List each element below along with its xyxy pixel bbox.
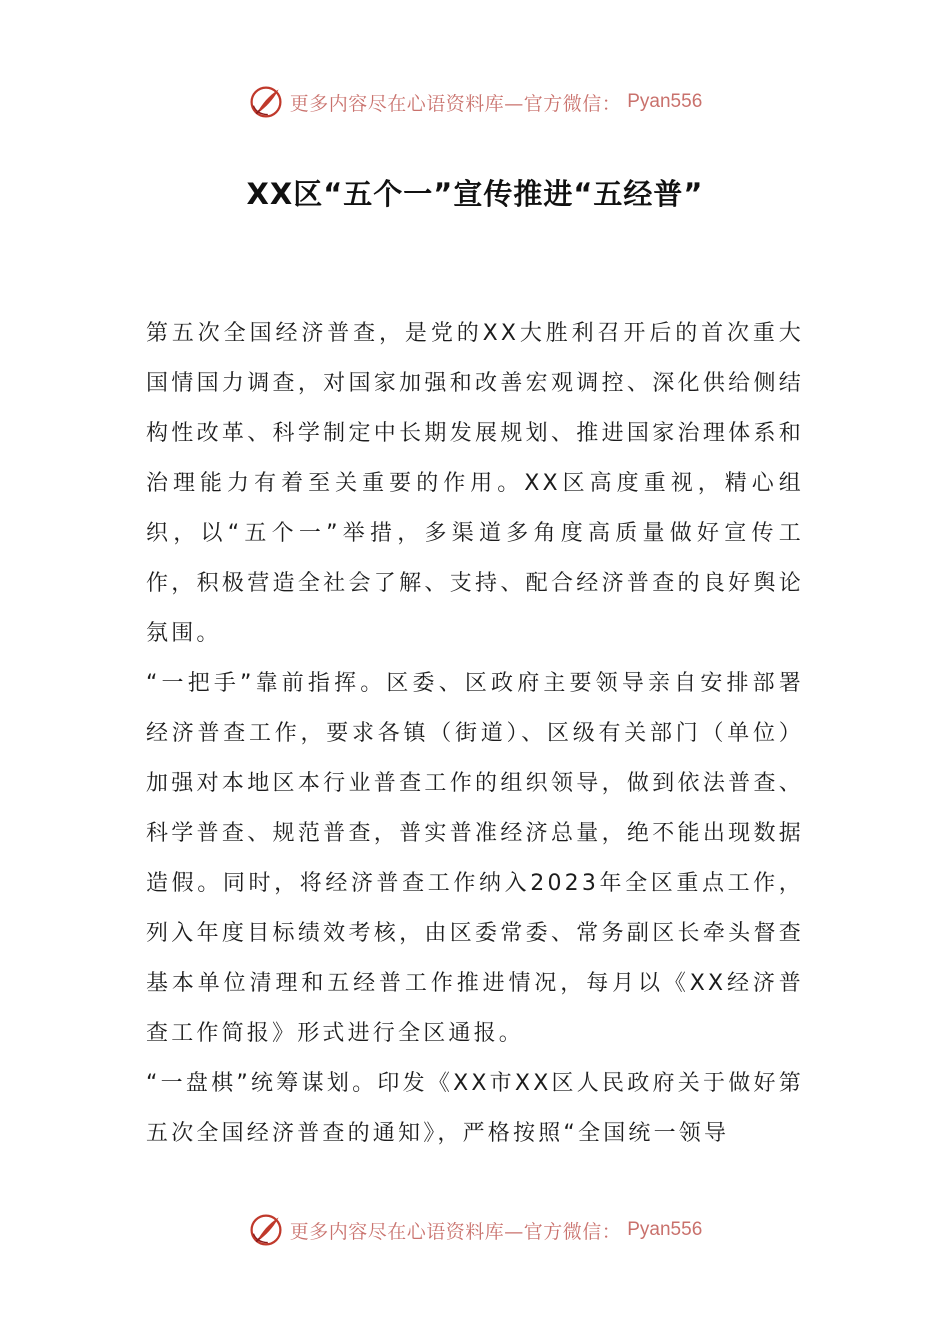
quill-pen-logo-icon	[248, 1212, 284, 1248]
banner-wechat-id: Pyan556	[627, 1219, 703, 1240]
paragraph-intro: 第五次全国经济普查，是党的XX大胜利召开后的首次重大国情国力调查，对国家加强和改善宏观调控、深化供给侧结构性改革、科学制定中长期发展规划、推进国家治理体系和治理能力有着至关重要的作用。XX区高度重视，精心组织，以“五个一”举措，多渠道多角度高质量做好宣传工作，积极营造全社会了解、支持、配合经济普查的良好舆论氛围。	[146, 321, 804, 646]
banner-wechat-id: Pyan556	[627, 91, 703, 112]
quill-pen-logo-icon	[248, 84, 284, 120]
header-banner	[0, 82, 950, 122]
paragraph-planning: “一盘棋”统筹谋划。印发《XX市XX区人民政府关于做好第五次全国经济普查的通知》，严格按照“全国统一领导	[146, 1071, 804, 1146]
banner-slogan: 更多内容尽在心语资料库—官方微信：	[289, 92, 622, 115]
document-body	[146, 309, 804, 1159]
paragraph-leadership: “一把手”靠前指挥。区委、区政府主要领导亲自安排部署经济普查工作，要求各镇（街道）、区级有关部门（单位）加强对本地区本行业普查工作的组织领导，做到依法普查、科学普查、规范普查，普实普准经济总量，绝不能出现数据造假。同时，将经济普查工作纳入2023年全区重点工作，列入年度目标绩效考核，由区委常委、常务副区长牵头督查基本单位清理和五经普工作推进情况，每月以《XX经济普查工作简报》形式进行全区通报。	[146, 671, 804, 1046]
footer-banner	[0, 1210, 950, 1250]
document-title: XX区“五个一”宣传推进“五经普”	[246, 177, 704, 211]
banner-slogan: 更多内容尽在心语资料库—官方微信：	[289, 1220, 622, 1243]
